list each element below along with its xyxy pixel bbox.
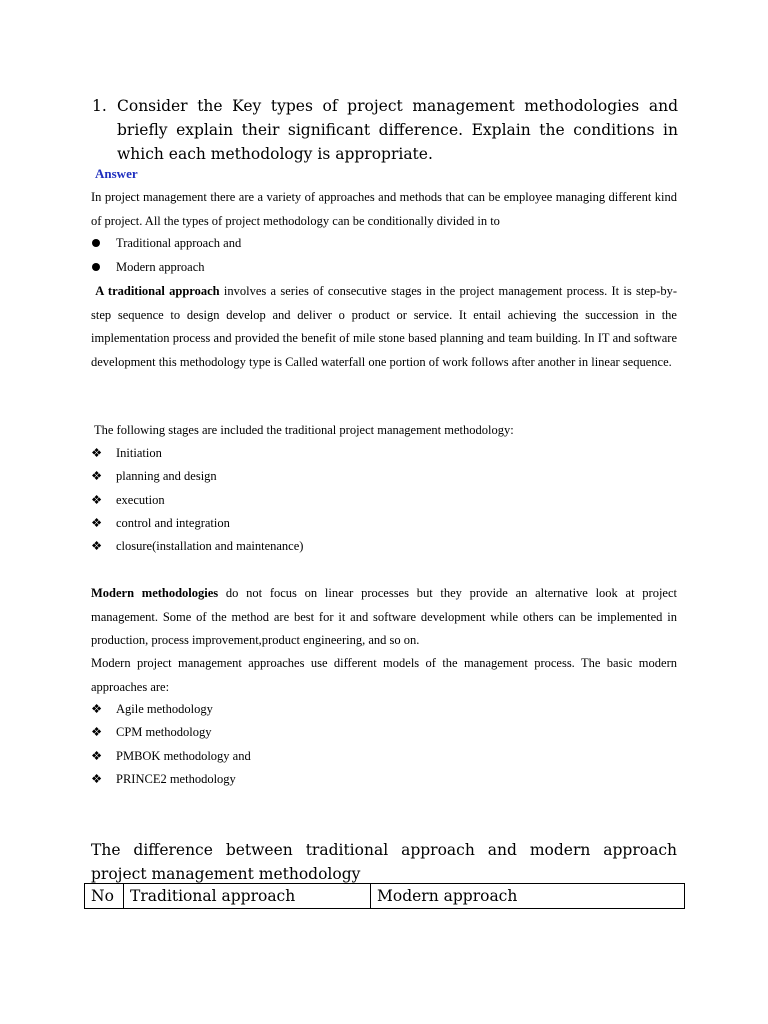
difference-heading: The difference between traditional approach and modern approach project management methodology [91,841,677,883]
modern-intro: Modern project management approaches use different models of the management process. The basic modern approaches are: [91,656,677,694]
table-header-row [85,884,685,909]
answer-label: Answer [95,166,138,181]
bullet-icon [91,232,111,255]
question-number: 1. [92,97,107,115]
stages-intro: The following stages are included the traditional project management methodology: [94,423,514,437]
diamond-bullet-icon: ❖ [91,539,103,553]
comparison-table [84,883,685,909]
diamond-bullet-icon: ❖ [91,493,103,507]
table-header-cell: Modern approach [371,884,685,909]
bullet-icon [91,256,111,279]
diamond-bullet-icon: ❖ [91,749,103,763]
traditional-lead: A traditional approach [95,284,220,298]
diamond-bullet-icon: ❖ [91,725,103,739]
diamond-bullet-icon: ❖ [91,469,103,483]
modern-lead: Modern methodologies [91,586,219,600]
table-header-cell: Traditional approach [124,884,371,909]
diamond-bullet-icon: ❖ [91,772,103,786]
diamond-bullet-icon: ❖ [91,702,103,716]
question-text: Consider the Key types of project management methodologies and briefly explain their significant difference. Explain the conditions in which each methodology is appropriate. [117,97,678,163]
table-header-cell: No [85,884,124,909]
document-page: 1. Consider the Key types of project management methodologies and briefly explain their significant difference. Explain the conditions in which each methodology is appropriate. Answer In project management there are a variety of approaches and methods that can be employee managing different kind of project. All the types of project methodology can be conditionally divided in to Traditional approach and Modern approach A traditional approach involves a series of consecutive stages in the project management process. It is step-by-step sequence to design develop and deliver o product or service. It entail achieving the succession in the implementation process and provided the benefit of mile stone based planning and team building. In IT and software development this methodology type is Called waterfall one portion of work follows after another in linear sequence. The following stages are included the traditional project management methodology: ❖ Initiation ❖ planning and design ❖ execution ❖ control and integration ❖ closure(installation and maintenance) Modern methodologies do not focus on linear processes but they provide an alternative look at project management. Some of the method are best for it and software development while others can be implemented in production, process improvement,product engineering, and so on. Modern project management approaches use different models of the management process. The basic modern approaches are: ❖ Agile methodology ❖ CPM methodology ❖ PMBOK methodology and ❖ PRINCE2 methodology The difference between traditional approach and modern approach project management methodology No Traditional approach Modern approach [0,0,768,1024]
diamond-bullet-icon: ❖ [91,446,103,460]
traditional-paragraph: A traditional approach involves a series of consecutive stages in the project management process. It is step-by-step sequence to design develop and deliver o product or service. It entail achieving the succession in the implementation process and provided the benefit of mile stone based planning and team building. In IT and software development this methodology type is Called waterfall one portion of work follows after another in linear sequence. [91,284,678,369]
diamond-bullet-icon: ❖ [91,516,103,530]
modern-paragraph: Modern methodologies do not focus on linear processes but they provide an alternative look at project management. Some of the method are best for it and software development while others can be implemented in production, process improvement,product engineering, and so on. [91,586,677,647]
intro-paragraph: In project management there are a variety of approaches and methods that can be employee managing different kind of project. All the types of project methodology can be conditionally divided in to [91,190,677,228]
